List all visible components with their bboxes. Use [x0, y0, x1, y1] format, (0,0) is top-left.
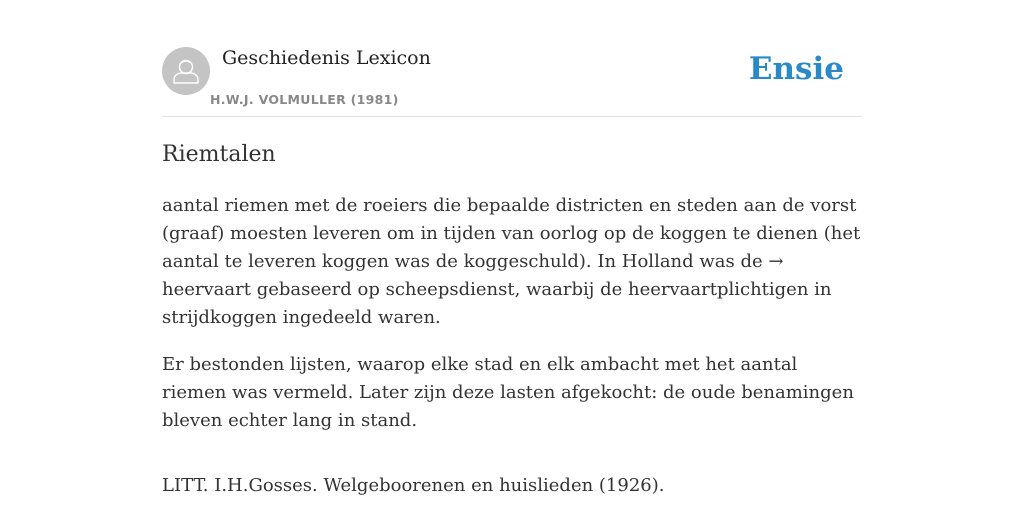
paragraph-lists: Er bestonden lijsten, waarop elke stad en elk ambacht met het aantal riemen was vermeld. Later zijn deze lasten afgekocht: de oude benamingen bleven echter lang in stand.	[162, 354, 854, 431]
paragraph-definition	[162, 192, 862, 332]
heervaart-link-label: heervaart	[162, 279, 251, 300]
paragraph-text: gebaseerd op scheepsdienst, waarbij de heervaartplichtigen in strijdkoggen ingedeeld waren.	[162, 279, 832, 328]
brand-logo[interactable]: Ensie	[748, 51, 844, 87]
literature-reference: LITT. I.H.Gosses. Welgeboorenen en huislieden (1926).	[162, 475, 665, 496]
source-title[interactable]: Geschiedenis Lexicon	[222, 47, 431, 69]
user-icon[interactable]	[162, 47, 210, 95]
paragraph-text: aantal riemen met de roeiers die bepaalde districten en steden aan de vorst (graaf) moesten leveren om in tijden van oorlog op de koggen te dienen (het aantal te leveren koggen was de koggeschuld). In Holland was de	[162, 195, 861, 272]
arrow-right-icon: →	[768, 251, 784, 272]
entry-body	[162, 192, 862, 512]
author-name[interactable]: H.W.J. VOLMULLER (1981)	[210, 92, 399, 107]
entry-title: Riemtalen	[162, 142, 276, 167]
entry-header	[162, 46, 862, 117]
